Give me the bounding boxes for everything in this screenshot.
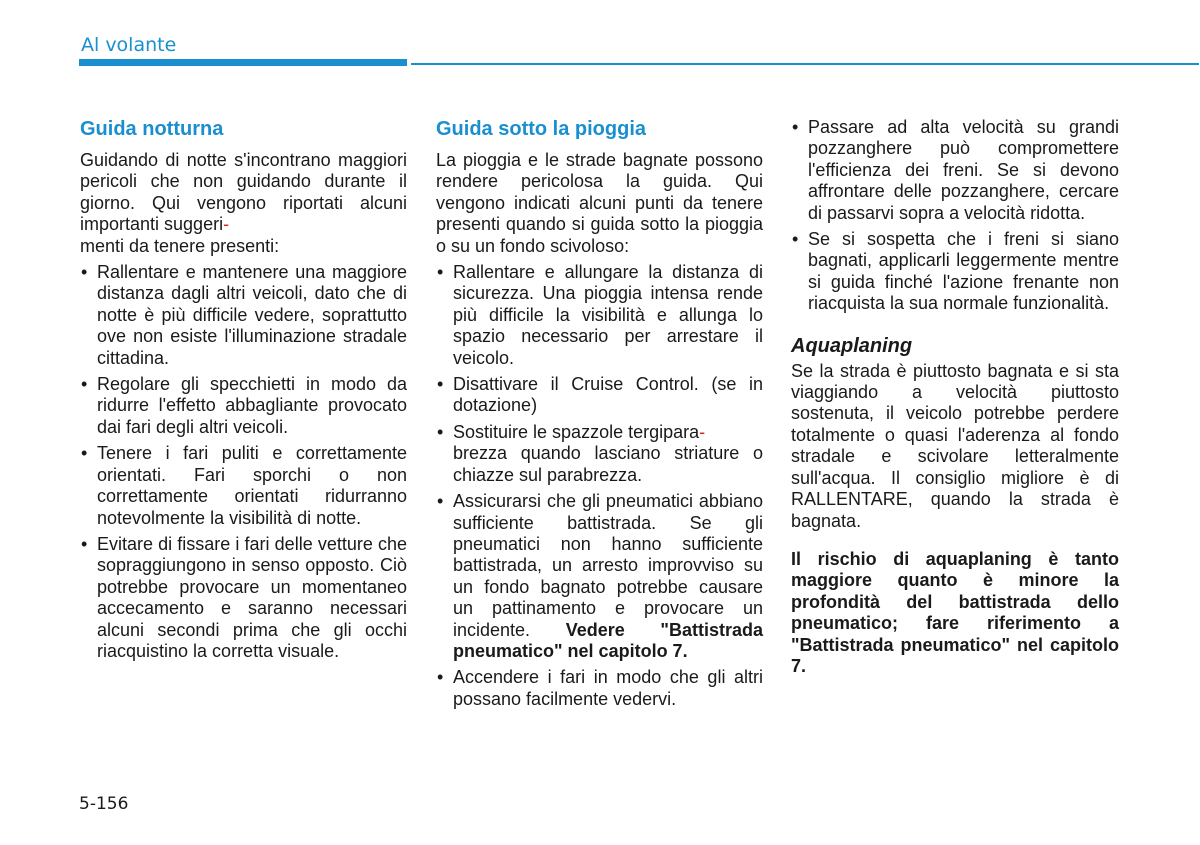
bullet-icon: • [792,117,799,137]
heading-rain-driving: Guida sotto la pioggia [436,118,646,140]
bullet-icon: • [437,491,444,512]
bullet-icon: • [437,262,444,283]
aquaplaning-paragraph: Se la strada è piuttosto bagnata e si sta viaggiando a velocità piuttosto sostenuta, il veicolo potrebbe perdere totalmente o quasi l'aderenza al fondo stradale e scivolare letteralmente sull'acqua. Il consiglio migliore è di RALLENTARE, quando la strada è bagnata. [791,360,1119,531]
header-rule-thin [411,63,1199,65]
list-item: • Evitare di fissare i fari delle vetture che sopraggiungono in senso opposto. Ciò potrebbe provocare un momentaneo accecamento e saranno necessari alcuni secondi prima che gli occhi riacquistino la corretta visuale. [81,533,407,661]
bullet-icon: • [81,374,88,395]
header-rule-thick [79,59,407,66]
section-title: Al volante [81,34,177,56]
list-item: • Disattivare il Cruise Control. (se in dotazione) [437,374,763,416]
spacer [791,537,1119,549]
bullet-icon: • [437,421,444,442]
list-item: • Assicurarsi che gli pneumatici abbiano sufficiente battistrada. Se gli pneumatici non hanno sufficiente battistrada, un arresto improvviso su un fondo bagnato potrebbe causare un pattinamento e provocare un incidente. Vedere "Battistrada pneumatico" nel capitolo 7. [437,491,763,661]
heading-night-driving: Guida notturna [80,118,224,140]
list-item: • Rallentare e mantenere una maggiore distanza dagli altri veicoli, dato che di notte è più difficile vedere, soprattutto ove non esiste l'illuminazione stradale cittadina. [81,262,407,368]
page-number: 5-156 [79,794,129,814]
hyphen-mark: - [223,214,230,235]
list-item: • Sostituire le spazzole tergipara- brezza quando lasciano striature o chiazze sul parabrezza. [437,421,763,485]
column-night-driving [80,116,407,667]
list-item: • Regolare gli specchietti in modo da ridurre l'effetto abbagliante provocato dai fari degli altri veicoli. [81,374,407,437]
list-item: • Rallentare e allungare la distanza di sicurezza. Una pioggia intensa rende più difficile la visibilità e allunga lo spazio necessario per arrestare il veicolo. [437,262,763,368]
intro-paragraph: La pioggia e le strade bagnate possono rendere pericolosa la guida. Qui vengono indicati alcuni punti da tenere presenti quando si guida sotto la pioggia o su un fondo scivoloso: [436,150,763,256]
bullet-icon: • [81,262,88,283]
column-continued [791,117,1119,682]
hyphen-mark: - [699,421,706,442]
list-item: • Accendere i fari in modo che gli altri possano facilmente vedervi. [437,667,763,709]
bullet-icon: • [437,667,444,688]
rain-driving-list [436,262,763,710]
bullet-icon: • [81,443,88,464]
spacer [791,320,1119,334]
list-item: • Passare ad alta velocità su grandi pozzanghere può compromettere l'efficienza dei freni. Se si devono affrontare delle pozzanghere, cercare di passarvi sopra a velocità ridotta. [792,117,1119,223]
bullet-icon: • [81,533,88,554]
bullet-icon: • [437,374,444,395]
cross-reference: Vedere "Battistrada pneumatico" nel capitolo 7. [453,619,763,661]
intro-paragraph: Guidando di notte s'incontrano maggiori pericoli che non guidando durante il giorno. Qui vengono riportati alcuni importanti suggeri- menti da tenere presenti: [80,150,407,256]
list-item: • Tenere i fari puliti e correttamente orientati. Fari sporchi o non correttamente orientati ridurranno notevolmente la visibilità di notte. [81,443,407,528]
list-item: • Se si sospetta che i freni si siano bagnati, applicarli leggermente mentre si guida finché l'azione frenante non riacquista la sua normale funzionalità. [792,229,1119,314]
aquaplaning-warning: Il rischio di aquaplaning è tanto maggiore quanto è minore la profondità del battistrada dello pneumatico; fare riferimento a "Battistrada pneumatico" nel capitolo 7. [791,548,1119,676]
heading-aquaplaning: Aquaplaning [791,334,913,357]
night-driving-list [80,262,407,662]
bullet-icon: • [792,229,799,250]
column-rain-driving [436,116,763,715]
continued-list [791,117,1119,315]
